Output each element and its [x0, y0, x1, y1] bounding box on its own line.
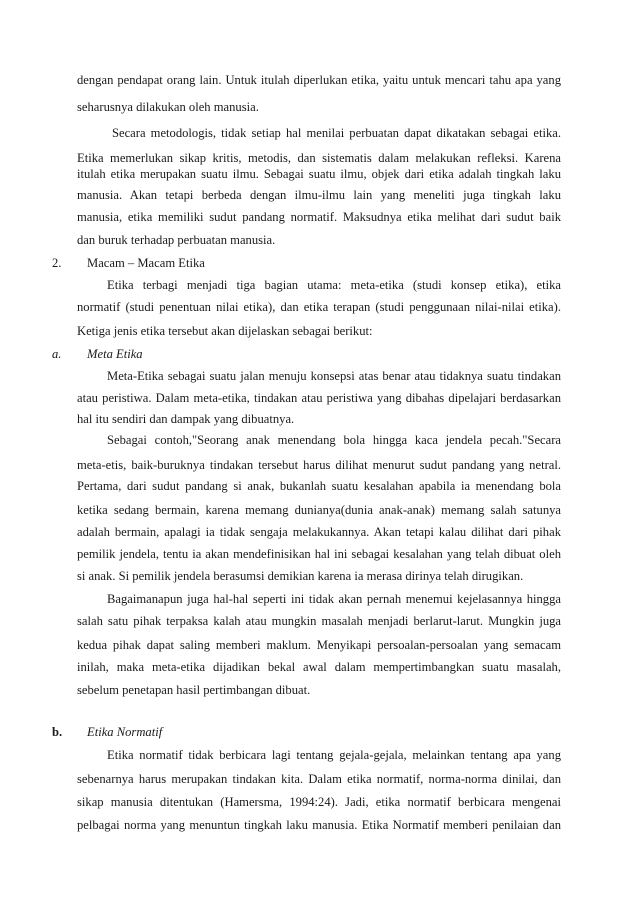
paragraph-line: salah satu pihak terpaksa kalah atau mungkin masalah menjadi berlarut-larut. Mungkin juga — [77, 614, 561, 628]
paragraph-line: Bagaimanapun juga hal-hal seperti ini tidak akan pernah menemui kejelasannya hingga — [107, 592, 561, 606]
paragraph-line: dan buruk terhadap perbuatan manusia. — [77, 233, 276, 247]
paragraph-line: adalah bermain, apalagi ia tidak sengaja melakukannya. Akan tetapi kalau dilihat dari pihak — [77, 525, 561, 539]
subsection-heading: Meta Etika — [87, 347, 143, 361]
paragraph-line: seharusnya dilakukan oleh manusia. — [77, 100, 259, 114]
subsection-letter: b. — [52, 725, 63, 739]
section-number: 2. — [52, 256, 62, 270]
paragraph-line: pemilik jendela, tentu ia akan mendefinisikan hal ini sebagai kesalahan yang telah dibuat oleh — [77, 547, 561, 561]
paragraph-line: si anak. Si pemilik jendela berasumsi demikian karena ia merasa dirinya telah dirugikan. — [77, 569, 524, 583]
paragraph-line: sebenarnya harus merupakan tindakan kita. Dalam etika normatif, norma-norma dinilai, dan — [77, 772, 561, 786]
paragraph-line: dengan pendapat orang lain. Untuk itulah diperlukan etika, yaitu untuk mencari tahu apa yang — [77, 73, 561, 87]
paragraph-line: meta-etis, baik-buruknya tindakan tersebut harus dilihat menurut sudut pandang yang netral. — [77, 458, 561, 472]
paragraph-line: itulah etika merupakan suatu ilmu. Sebagai suatu ilmu, objek dari etika adalah tingkah laku — [77, 167, 561, 181]
paragraph-line: Meta-Etika sebagai suatu jalan menuju konsepsi atas benar atau tidaknya suatu tindakan — [107, 369, 561, 383]
paragraph-line: normatif (studi penentuan nilai etika), dan etika terapan (studi penggunaan nilai-nilai etika). — [77, 300, 561, 314]
paragraph-line: Sebagai contoh,"Seorang anak menendang bola hingga kaca jendela pecah."Secara — [107, 433, 561, 447]
paragraph-line: Pertama, dari sudut pandang si anak, bukanlah suatu kesalahan apabila ia menendang bola — [77, 479, 561, 493]
paragraph-line: atau peristiwa. Dalam meta-etika, tindakan atau peristiwa yang dibahas dipelajari berdasarkan — [77, 391, 561, 405]
paragraph-line: sikap manusia ditentukan (Hamersma, 1994:24). Jadi, etika normatif berbicara mengenai — [77, 795, 561, 809]
paragraph-line: Etika terbagi menjadi tiga bagian utama: meta-etika (studi konsep etika), etika — [107, 278, 561, 292]
paragraph-line: kedua pihak dapat saling memberi maklum. Menyikapi persoalan-persoalan yang semacam — [77, 638, 561, 652]
section-heading: Macam – Macam Etika — [87, 256, 205, 270]
paragraph-line: Secara metodologis, tidak setiap hal menilai perbuatan dapat dikatakan sebagai etika. — [112, 126, 561, 140]
paragraph-line: sebelum penetapan hasil pertimbangan dibuat. — [77, 683, 311, 697]
paragraph-line: Etika memerlukan sikap kritis, metodis, dan sistematis dalam melakukan refleksi. Karena — [77, 151, 561, 165]
subsection-letter: a. — [52, 347, 62, 361]
paragraph-line: Ketiga jenis etika tersebut akan dijelaskan sebagai berikut: — [77, 324, 373, 338]
paragraph-line: pelbagai norma yang menuntun tingkah laku manusia. Etika Normatif memberi penilaian dan — [77, 818, 561, 832]
paragraph-line: manusia. Akan tetapi berbeda dengan ilmu-ilmu lain yang meneliti juga tingkah laku — [77, 188, 561, 202]
paragraph-line: manusia, etika memiliki sudut pandang normatif. Maksudnya etika melihat dari sudut baik — [77, 210, 561, 224]
paragraph-line: Etika normatif tidak berbicara lagi tentang gejala-gejala, melainkan tentang apa yang — [107, 748, 561, 762]
paragraph-line: ketika sedang bermain, karena memang dunianya(dunia anak-anak) memang salah satunya — [77, 503, 561, 517]
paragraph-line: hal itu sendiri dan dampak yang dibuatnya. — [77, 412, 295, 426]
subsection-heading: Etika Normatif — [87, 725, 163, 739]
paragraph-line: inilah, maka meta-etika dijadikan bekal awal dalam mempertimbangkan suatu masalah, — [77, 660, 561, 674]
